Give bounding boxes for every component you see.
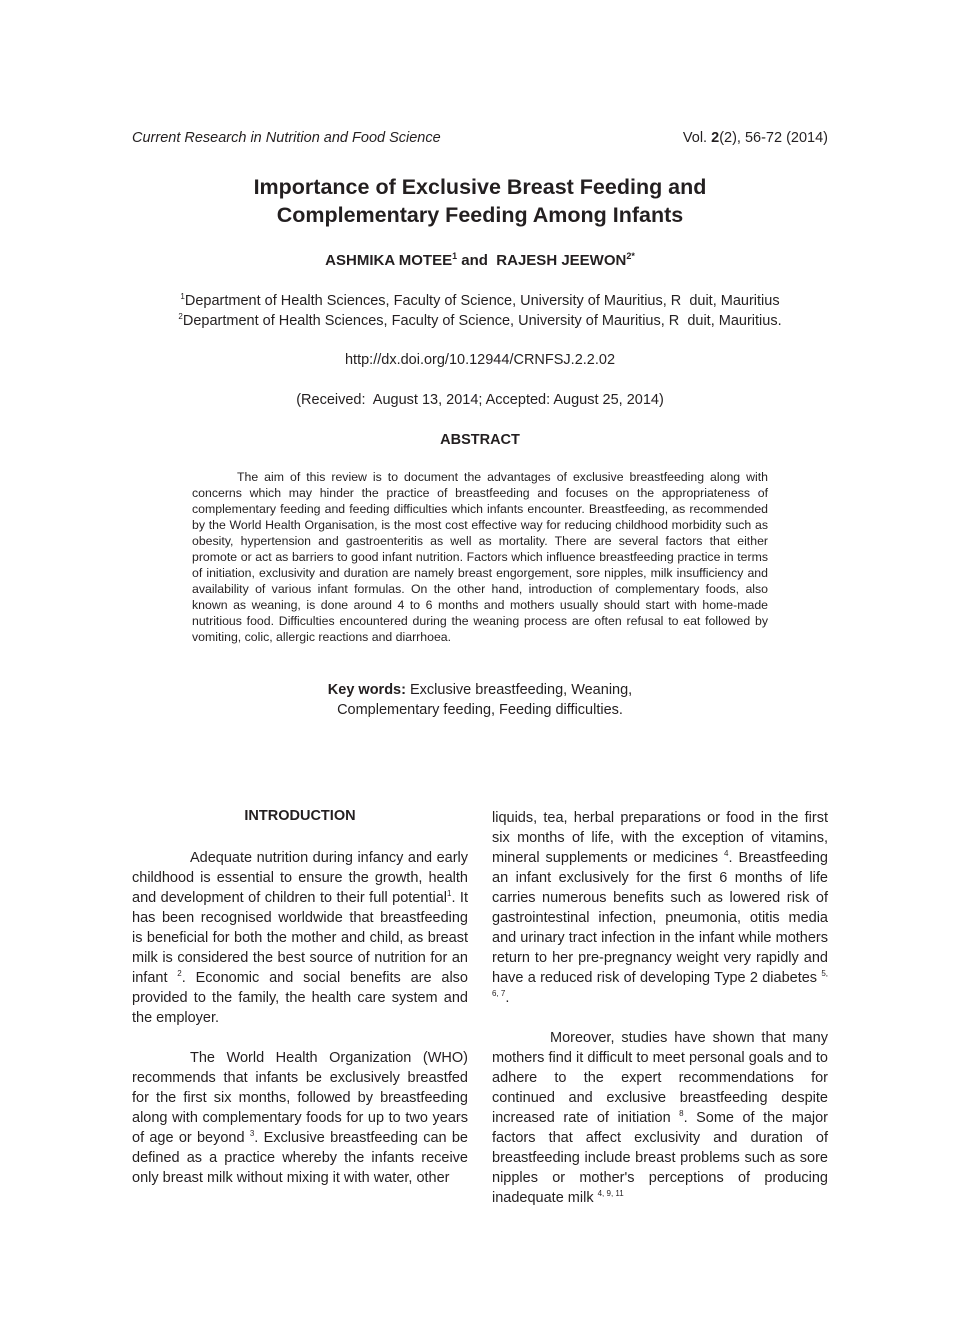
author-2: RAJESH JEEWON <box>496 252 627 269</box>
intro-paragraph-2 <box>132 1048 468 1188</box>
text-run: Adequate nutrition during infancy and early childhood is essential to ensure the growth, health and development of children to their full potential <box>132 850 468 906</box>
volume-info <box>683 130 828 146</box>
keywords-label: Key words: <box>327 682 406 698</box>
affiliation-1-text: Department of Health Sciences, Faculty of Science, University of Mauritius, R duit, Mauritius <box>184 293 780 309</box>
text-run: . It has been recognised worldwide that breastfeeding is beneficial for both the mother and child, as breast milk is considered the best source of nutrition for an infant <box>132 890 468 986</box>
citation: 3 <box>249 1129 255 1138</box>
text-run: . Exclusive breastfeeding can be defined as a practice whereby the infants receive only breast milk without mixing it with water, other <box>132 1130 468 1186</box>
affiliation-2-mark: 2 <box>178 312 183 321</box>
text-run: Moreover, studies have shown that many mothers find it difficult to meet personal goals and to adhere to the expert recommendations for continued and exclusive breastfeeding despite increased rate of initiation <box>492 1030 828 1126</box>
volume-prefix: Vol. <box>682 130 712 146</box>
text-run: . <box>505 990 510 1006</box>
keywords-line-2: Complementary feeding, Feeding difficulties. <box>337 702 623 718</box>
intro-paragraph-3 <box>492 1028 828 1208</box>
author-1: ASHMIKA MOTEE <box>325 252 453 269</box>
doi-link[interactable]: http://dx.doi.org/10.12944/CRNFSJ.2.2.02 <box>344 352 616 368</box>
volume-suffix: (2), 56-72 (2014) <box>719 130 828 146</box>
affiliation-1 <box>0 292 960 309</box>
keywords <box>0 680 960 720</box>
title-line-1: Importance of Exclusive Breast Feeding and <box>253 175 707 199</box>
citation: 4 <box>724 849 729 858</box>
citation: 5, 6, 7 <box>492 969 828 998</box>
author-conjunction: and <box>457 252 497 269</box>
author-2-affil: 2* <box>626 251 635 261</box>
author-1-affil: 1 <box>452 251 458 261</box>
volume-number: 2 <box>711 130 720 146</box>
abstract-heading: ABSTRACT <box>440 432 520 448</box>
introduction-heading: INTRODUCTION <box>244 808 356 824</box>
keywords-list-1: Exclusive breastfeeding, Weaning, <box>405 682 633 698</box>
author-list <box>0 251 960 269</box>
text-run: . Economic and social benefits are also provided to the family, the health care system and the employer. <box>132 970 468 1026</box>
intro-paragraph-1 <box>132 848 468 1028</box>
citation: 4, 9, 11 <box>597 1189 624 1198</box>
text-run: liquids, tea, herbal preparations or food in the first six months of life, with the exception of vitamins, mineral supplements or medicines <box>492 810 828 866</box>
affiliation-2 <box>0 312 960 329</box>
keywords-line-1 <box>0 680 960 700</box>
text-run: The World Health Organization (WHO) recommends that infants be exclusively breastfed for the first six months, followed by breastfeeding along with complementary foods for up to two years of age or beyond <box>132 1050 468 1146</box>
affiliation-1-mark: 1 <box>180 292 185 301</box>
title-line-2: Complementary Feeding Among Infants <box>276 203 684 227</box>
affiliation-2-text: Department of Health Sciences, Faculty of Science, University of Mauritius, R duit, Mauritius. <box>182 313 782 329</box>
citation: 8 <box>679 1109 684 1118</box>
abstract-text: The aim of this review is to document the advantages of exclusive breastfeeding along with concerns which may hinder the practice of breastfeeding and focuses on the appropriateness of complementary feeding and feeding difficulties which infants encounter. Breastfeeding, as recommended by the World Health Organisation, is the most cost effective way for reducing childhood morbidity such as obesity, hypertension and gastroenteritis as well as mortality. There are several factors that either promote or act as barriers to good infant nutrition. Factors which influence breastfeeding practice in terms of initiation, exclusivity and duration are namely breast engorgement, sore nipples, milk insufficiency and availability of various infant formulas. On the other hand, introduction of complementary foods, also known as weaning, is done around 4 to 6 months and mothers usually should start with home-made nutritious food. Difficulties encountered during the weaning process are often refusal to eat followed by vomiting, colic, allergic reactions and diarrhoea. <box>192 470 768 644</box>
intro-paragraph-2-continued <box>492 808 828 1008</box>
left-column <box>132 848 468 1188</box>
text-run: . Breastfeeding an infant exclusively for the first 6 months of life carries numerous benefits such as lowered risk of gastrointestinal infection, pneumonia, otitis media and urinary tract infection in the infant while mothers return to her pre-pregnancy weight very rapidly and have a reduced risk of developing Type 2 diabetes <box>492 850 828 986</box>
received-dates: (Received: August 13, 2014; Accepted: August 25, 2014) <box>296 392 664 408</box>
citation: 1 <box>446 889 452 898</box>
right-column <box>492 808 828 1208</box>
journal-name: Current Research in Nutrition and Food Science <box>132 130 441 146</box>
citation: 2 <box>177 969 182 978</box>
paper-title <box>0 173 960 229</box>
text-run: . Some of the major factors that affect exclusivity and duration of breastfeeding include breast problems such as sore nipples or mother's perceptions of producing inadequate milk <box>492 1110 828 1206</box>
